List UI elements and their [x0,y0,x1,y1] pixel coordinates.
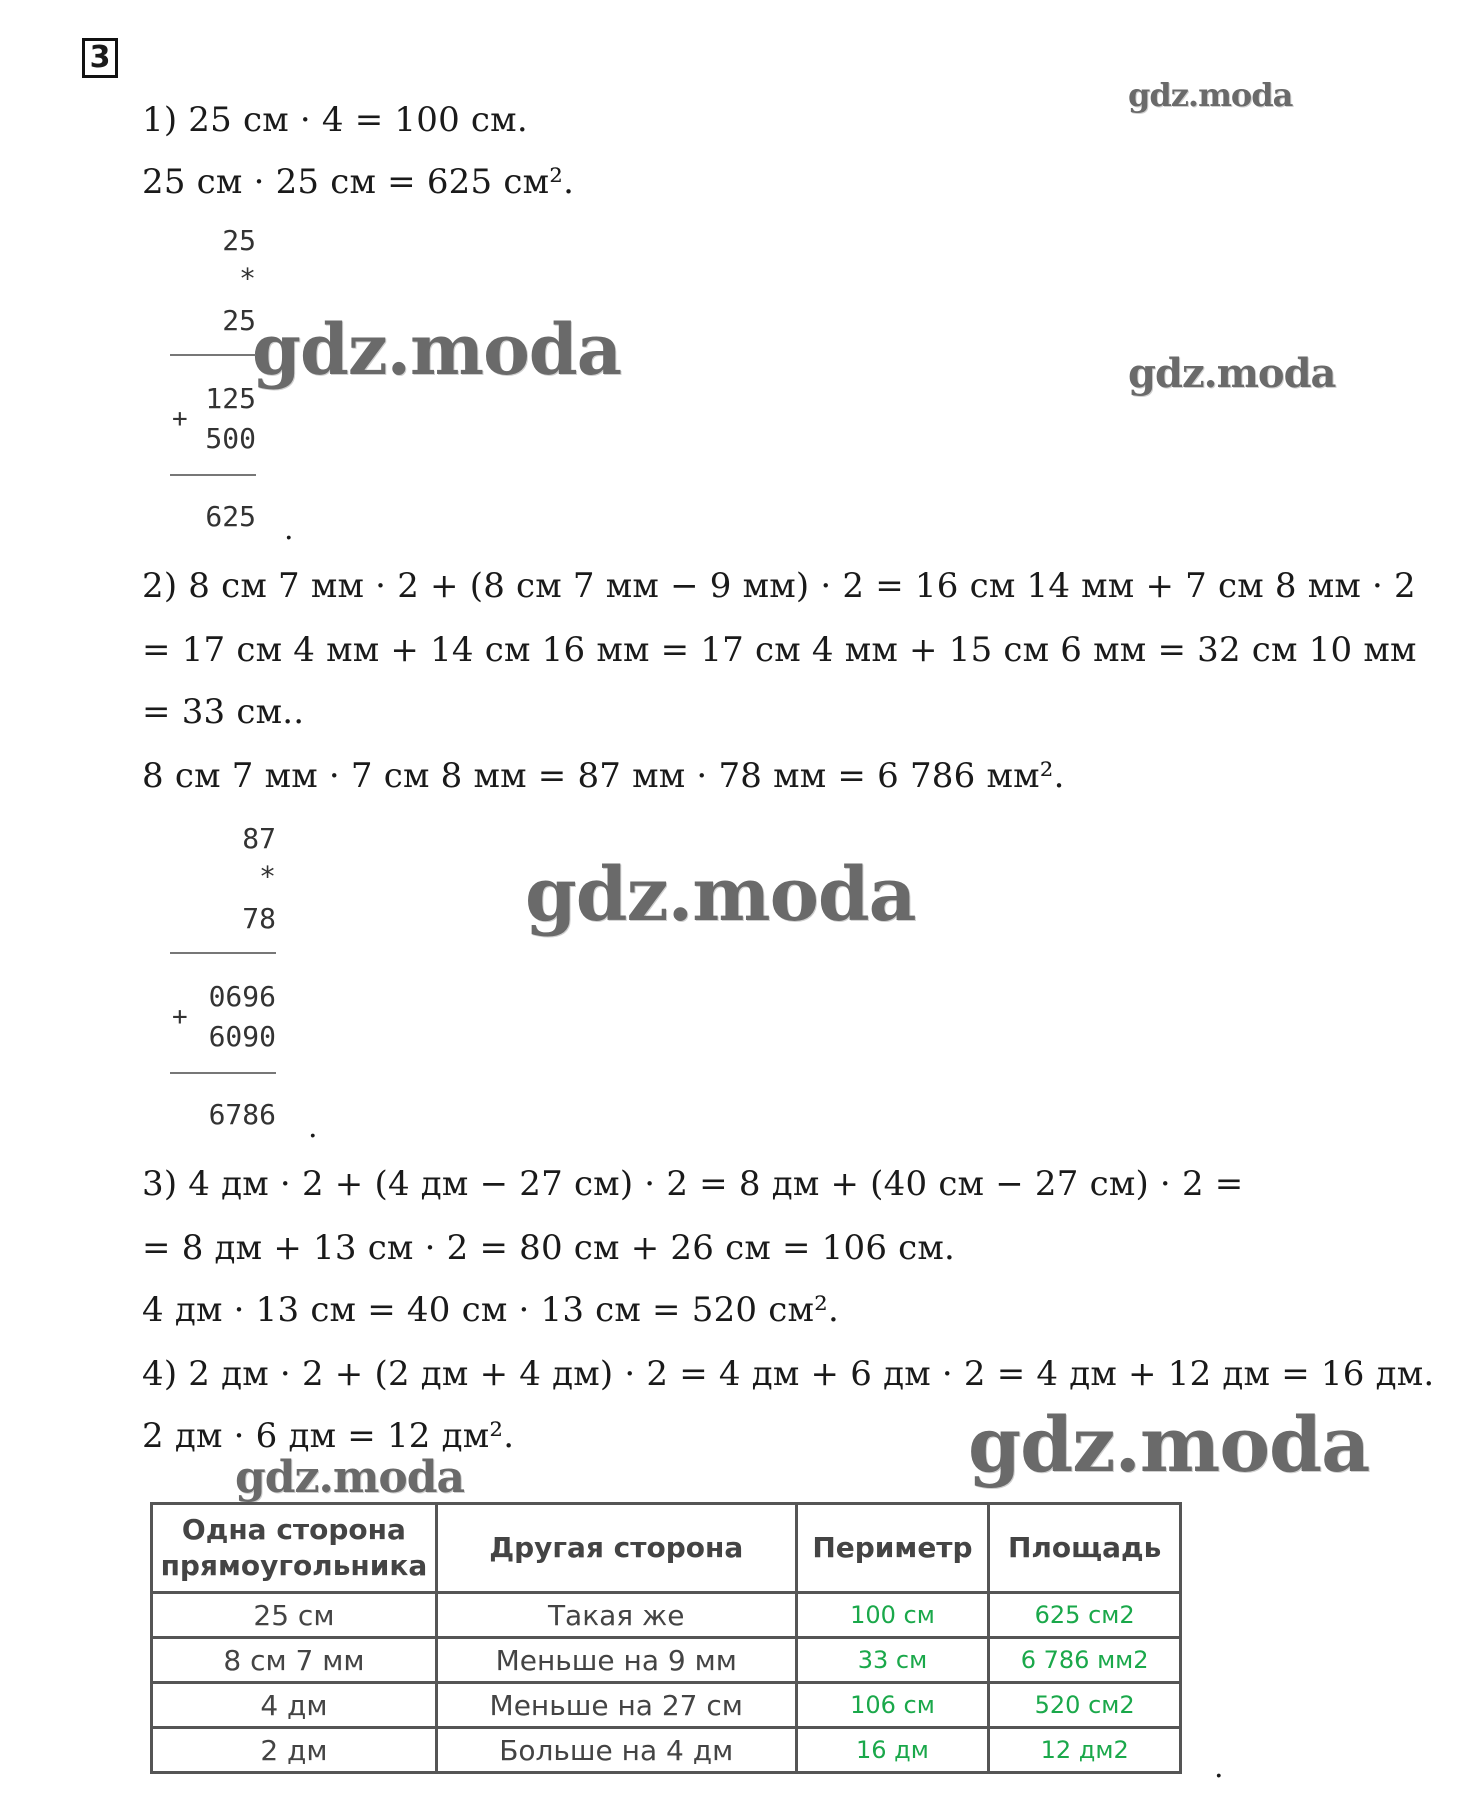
solution-line: = 8 дм + 13 см · 2 = 80 см + 26 см = 106 см. [142,1228,956,1268]
table-row [152,1593,1181,1638]
calc-divider [170,952,276,954]
table-header-cell: Периметр [796,1504,989,1593]
calc-result: 6786 [208,1098,276,1131]
solution-line: 4) 2 дм · 2 + (2 дм + 4 дм) · 2 = 4 дм + 6 дм · 2 = 4 дм + 12 дм = 16 дм. [142,1354,1435,1394]
area-answer-cell: 6 786 мм2 [989,1638,1181,1683]
solution-line: 2) 8 см 7 мм · 2 + (8 см 7 мм − 9 мм) · 2 = 16 см 14 мм + 7 см 8 мм · 2 [142,566,1416,606]
perimeter-answer-cell: 100 см [796,1593,989,1638]
solution-line: 4 дм · 13 см = 40 см · 13 см = 520 см². [142,1290,839,1330]
period: . [308,1110,318,1145]
calc-result: 625 [205,500,256,533]
calc-factor-b: 78 [242,902,276,935]
solution-line: 3) 4 дм · 2 + (4 дм − 27 см) · 2 = 8 дм + (40 см − 27 см) · 2 = [142,1164,1244,1204]
calc-partial-product: 125 [205,382,256,415]
watermark: gdz.moda [1128,76,1293,114]
table-row [152,1728,1181,1773]
calc-divider [170,474,256,476]
calc-partial-product: 6090 [208,1020,276,1053]
calc-factor-a: 87 [242,822,276,855]
results-table [150,1502,1182,1774]
table-header-row [152,1504,1181,1593]
table-cell: Меньше на 27 см [436,1683,796,1728]
calc-divider [170,354,256,356]
calc-operator: * [239,262,256,295]
table-cell: 8 см 7 мм [152,1638,437,1683]
calc-factor-b: 25 [222,304,256,337]
watermark: gdz.moda [252,308,622,391]
area-answer-cell: 625 см2 [989,1593,1181,1638]
table-header-cell: Одна сторона прямоугольника [152,1504,437,1593]
table-header-cell: Площадь [989,1504,1181,1593]
table-row [152,1638,1181,1683]
perimeter-answer-cell: 106 см [796,1683,989,1728]
table-cell: Такая же [436,1593,796,1638]
table-cell: Меньше на 9 мм [436,1638,796,1683]
table-row [152,1683,1181,1728]
calc-factor-a: 25 [222,224,256,257]
calc-divider [170,1072,276,1074]
calc-operator: * [259,860,276,893]
calc-partial-product: 0696 [208,980,276,1013]
watermark: gdz.moda [235,1452,465,1503]
solution-line: = 33 см.. [142,692,305,732]
period: . [1214,1750,1224,1785]
solution-line: 2 дм · 6 дм = 12 дм². [142,1416,515,1456]
table-cell: 2 дм [152,1728,437,1773]
table-cell: 25 см [152,1593,437,1638]
table-cell: Больше на 4 дм [436,1728,796,1773]
solution-line: = 17 см 4 мм + 14 см 16 мм = 17 см 4 мм + 15 см 6 мм = 32 см 10 мм [142,630,1417,670]
watermark: gdz.moda [968,1400,1370,1489]
calc-plus: + [172,404,188,434]
perimeter-answer-cell: 16 дм [796,1728,989,1773]
task-number-badge: 3 [82,38,118,78]
solution-line: 1) 25 см · 4 = 100 см. [142,100,528,140]
calc-partial-product: 500 [205,422,256,455]
watermark: gdz.moda [525,852,916,938]
watermark: gdz.moda [1128,350,1336,397]
area-answer-cell: 12 дм2 [989,1728,1181,1773]
solution-line: 8 см 7 мм · 7 см 8 мм = 87 мм · 78 мм = 6 786 мм². [142,756,1065,796]
table-header-cell: Другая сторона [436,1504,796,1593]
perimeter-answer-cell: 33 см [796,1638,989,1683]
period: . [284,512,294,547]
table-cell: 4 дм [152,1683,437,1728]
solution-line: 25 см · 25 см = 625 см². [142,162,575,202]
area-answer-cell: 520 см2 [989,1683,1181,1728]
calc-plus: + [172,1002,188,1032]
